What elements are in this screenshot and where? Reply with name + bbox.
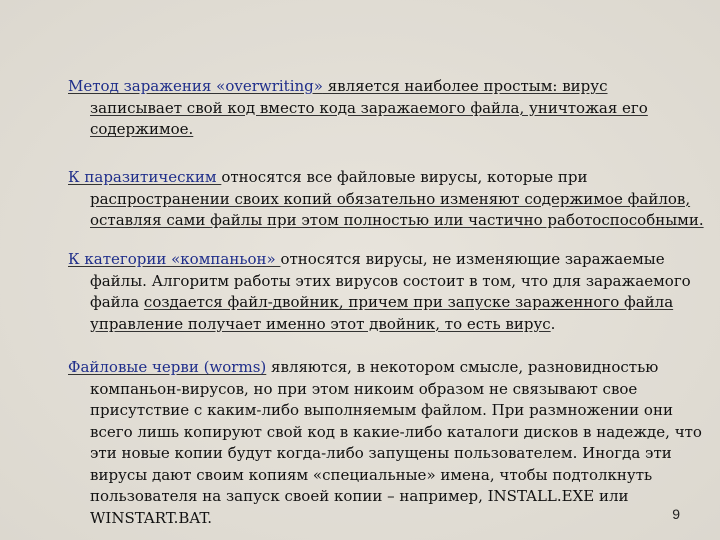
paragraph-text: файлы. Алгоритм работы этих вирусов состоит в том, что для заражаемого <box>90 271 691 290</box>
paragraph-text: оставляя сами файлы при этом полностью или частично работоспособными. <box>90 211 704 229</box>
paragraph-text: WINSTART.BAT. <box>90 508 212 527</box>
paragraph-text: файла <box>90 293 144 311</box>
paragraph-worms <box>68 357 702 529</box>
paragraph-text: всего лишь копируют свой код в какие-либо каталоги дисков в надежде, что <box>90 422 702 441</box>
paragraph-companion <box>68 249 691 335</box>
paragraph-text: являются, в некотором смысле, разновидностью <box>266 358 659 376</box>
term-worms: Файловые черви (worms) <box>68 358 267 376</box>
paragraph-text: относятся все файловые вирусы, которые при <box>221 168 588 186</box>
paragraph-overwriting <box>68 76 683 141</box>
paragraph-text: эти новые копии будут когда-либо запущены пользователем. Иногда эти <box>90 444 672 462</box>
paragraph-text: содержимое. <box>90 120 194 138</box>
paragraph-text: создается файл-двойник, причем при запуске зараженного файла <box>143 293 674 311</box>
paragraph-text: относятся вирусы, не изменяющие заражаемые <box>280 250 665 268</box>
paragraph-text: присутствие с каким-либо выполняемым файлом. При размножении они <box>90 401 673 419</box>
page-number: 9 <box>672 506 680 522</box>
paragraph-text: компаньон-вирусов, но при этом никоим образом не связывают свое <box>90 379 638 398</box>
term-companion: К категории «компаньон» <box>68 250 281 268</box>
paragraph-text: записывает свой код вместо кода заражаемого файла, уничтожая его <box>90 98 648 117</box>
term-overwriting: Метод заражения «overwriting» <box>68 77 323 95</box>
paragraph-text: вирусы дают своим копиям «специальные» имена, чтобы подтолкнуть <box>90 465 653 484</box>
paragraph-text: . <box>550 314 556 333</box>
paragraph-text: пользователя на запуск своей копии – например, INSTALL.EXE или <box>90 487 629 505</box>
paragraph-text: распространении своих копий обязательно изменяют содержимое файлов, <box>90 189 691 208</box>
paragraph-text: является наиболее простым: вирус <box>322 77 608 95</box>
paragraph-text: управление получает именно этот двойник, то есть вирус <box>90 314 551 333</box>
term-parasitic: К паразитическим <box>68 168 222 186</box>
paragraph-parasitic <box>68 167 704 232</box>
